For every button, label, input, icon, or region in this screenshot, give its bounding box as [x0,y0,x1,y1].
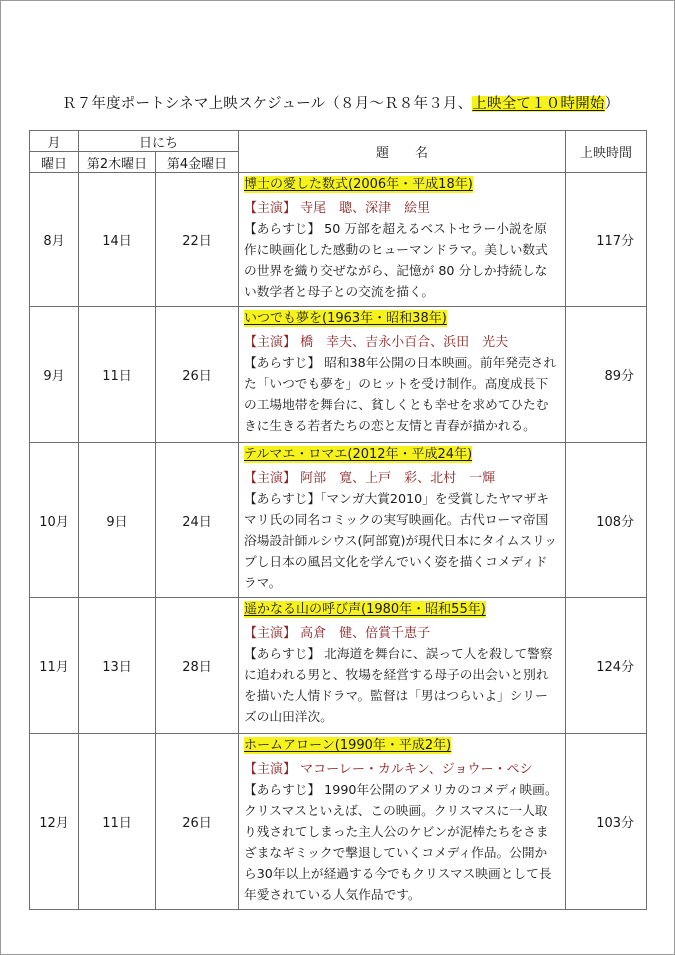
table-row [30,307,647,443]
film-cast: 【主演】 高倉 健、倍賞千恵子 [244,626,431,641]
film-title: 博士の愛した数式(2006年・平成18年) [244,177,473,192]
header-month: 月 [30,131,79,152]
synopsis-text: 北海道を舞台に、誤って人を殺して警察に追われる男と、牧場を経営する母子の出会いと別れを描いた人情ドラマ。監督は「男はつらいよ」シリーズの山田洋次。 [244,646,553,724]
runtime-cell: 117分 [566,173,647,307]
table-row [30,443,647,598]
film-title: いつでも夢を(1963年・昭和38年) [244,311,447,326]
friday-cell: 24日 [156,443,239,598]
film-cast: 【主演】 寺尾 聰、深津 絵里 [244,201,431,216]
month-cell: 12月 [30,734,79,910]
film-title: ホームアローン(1990年・平成2年) [244,738,452,753]
table-row [30,598,647,734]
title-suffix: ） [604,96,620,112]
synopsis-label: 【あらすじ】 [244,221,321,236]
thursday-cell: 14日 [79,173,156,307]
document-title [62,92,622,113]
thursday-cell: 11日 [79,734,156,910]
header-day-label: 曜日 [30,152,79,173]
month-cell: 11月 [30,598,79,734]
runtime-cell: 108分 [566,443,647,598]
header-date-group: 日にち [79,131,239,152]
thursday-cell: 9日 [79,443,156,598]
friday-cell: 22日 [156,173,239,307]
film-synopsis [244,643,559,727]
title-highlight: 上映全て１０時開始 [472,96,605,112]
header-runtime: 上映時間 [566,131,647,173]
film-cell [239,598,566,734]
month-cell: 8月 [30,173,79,307]
synopsis-text: 50 万部を超えるベストセラー小説を原作に映画化した感動のヒューマンドラマ。美しい数式の世界を織り交ぜながら、記憶が 80 分しか持続しない数学者と母子との交流を描く。 [244,221,548,299]
film-synopsis [244,488,559,593]
synopsis-text: 1990年公開のアメリカのコメディ映画。クリスマスといえば、この映画。クリスマスに一人取り残されてしまった主人公のケビンが泥棒たちをさまざまなギミックで撃退していくコメディ作品。公開から30年以上が経過する今でもクリスマス映画として長年愛されている人気作品です。 [244,782,558,902]
film-cell [239,307,566,443]
synopsis-label: 【あらすじ】 [244,355,321,370]
synopsis-label: 【あらすじ】 [244,491,321,506]
film-title: テルマエ・ロマエ(2012年・平成24年) [244,447,473,462]
film-synopsis [244,352,559,436]
film-cast: 【主演】 マコーレー・カルキン、ジョウー・ペシ [244,762,533,777]
film-synopsis [244,218,559,302]
title-prefix: Ｒ７年度ポートシネマ上映スケジュール（８月～Ｒ８年３月、 [62,96,473,112]
table-row [30,734,647,910]
friday-cell: 26日 [156,307,239,443]
friday-cell: 28日 [156,598,239,734]
thursday-cell: 13日 [79,598,156,734]
runtime-cell: 124分 [566,598,647,734]
header-thursday: 第2木曜日 [79,152,156,173]
film-cell [239,734,566,910]
header-title: 題 名 [239,131,566,173]
runtime-cell: 103分 [566,734,647,910]
month-cell: 10月 [30,443,79,598]
runtime-cell: 89分 [566,307,647,443]
month-cell: 9月 [30,307,79,443]
schedule-table [29,130,647,910]
synopsis-label: 【あらすじ】 [244,782,321,797]
synopsis-label: 【あらすじ】 [244,646,321,661]
film-synopsis [244,779,559,905]
film-cell [239,173,566,307]
film-cell [239,443,566,598]
synopsis-text: 「マンガ大賞2010」を受賞したヤマザキマリ氏の同名コミックの実写映画化。古代ローマ帝国浴場設計師ルシウス(阿部寛)が現代日本にタイムスリップし日本の風呂文化を学んでいく姿を描くコメディドラマ。 [244,491,557,590]
film-title: 遥かなる山の呼び声(1980年・昭和55年) [244,602,486,617]
table-row [30,173,647,307]
thursday-cell: 11日 [79,307,156,443]
header-friday: 第4金曜日 [156,152,239,173]
synopsis-text: 昭和38年公開の日本映画。前年発売された「いつでも夢を」のヒットを受け制作。高度成長下の工場地帯を舞台に、貧しくとも幸せを求めてひたむきに生きる若者たちの恋と友情と青春が描かれる。 [244,355,557,433]
film-cast: 【主演】 阿部 寛、上戸 彩、北村 一輝 [244,471,496,486]
film-cast: 【主演】 橋 幸夫、吉永小百合、浜田 光夫 [244,335,509,350]
friday-cell: 26日 [156,734,239,910]
